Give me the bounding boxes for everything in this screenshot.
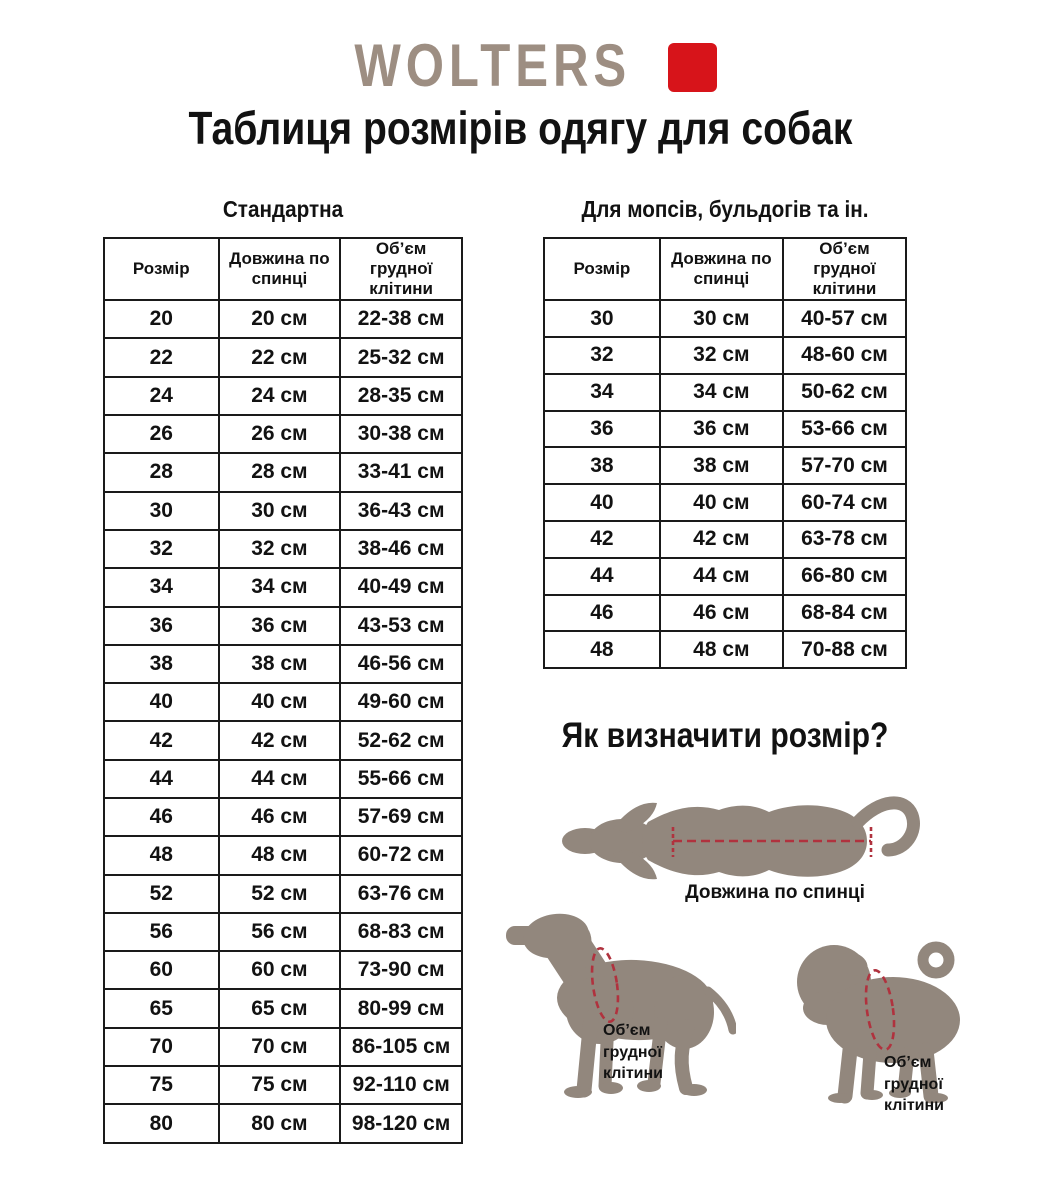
table-cell: 44 см — [219, 760, 341, 798]
table-cell: 92-110 см — [340, 1066, 462, 1104]
table-cell: 56 см — [219, 913, 341, 951]
table-cell: 30-38 см — [340, 415, 462, 453]
table-cell: 40 — [544, 484, 660, 521]
table-cell: 80-99 см — [340, 989, 462, 1027]
table-cell: 55-66 см — [340, 760, 462, 798]
table-row — [104, 645, 462, 683]
table-cell: 57-70 см — [783, 447, 906, 484]
table-row — [104, 836, 462, 874]
table-cell: 57-69 см — [340, 798, 462, 836]
table-cell: 26 — [104, 415, 219, 453]
table-row — [544, 411, 906, 448]
table-cell: 30 — [104, 492, 219, 530]
back-length-label: Довжина по спинці — [685, 882, 865, 903]
table-cell: 32 см — [660, 337, 783, 374]
table-cell: 36 см — [660, 411, 783, 448]
table-cell: 40 — [104, 683, 219, 721]
table-cell: 46-56 см — [340, 645, 462, 683]
table-row — [104, 721, 462, 759]
table-cell: 20 см — [219, 300, 341, 338]
table-row — [104, 1028, 462, 1066]
table-cell: 63-76 см — [340, 875, 462, 913]
table-cell: 32 см — [219, 530, 341, 568]
table-cell: 22-38 см — [340, 300, 462, 338]
brand-logo — [0, 32, 1041, 99]
table-cell: 86-105 см — [340, 1028, 462, 1066]
table-row — [104, 798, 462, 836]
column-header: Довжина по спинці — [660, 238, 783, 300]
table-cell: 50-62 см — [783, 374, 906, 411]
table-cell: 53-66 см — [783, 411, 906, 448]
table-header-row — [544, 238, 906, 300]
table-cell: 24 — [104, 377, 219, 415]
table-cell: 48 — [104, 836, 219, 874]
table-cell: 60 — [104, 951, 219, 989]
table-cell: 48-60 см — [783, 337, 906, 374]
table-cell: 38-46 см — [340, 530, 462, 568]
table-cell: 42 см — [219, 721, 341, 759]
table-row — [104, 300, 462, 338]
table-cell: 75 — [104, 1066, 219, 1104]
column-header: Об’єм грудної клітини — [783, 238, 906, 300]
table-cell: 28 см — [219, 453, 341, 491]
table-cell: 46 — [544, 595, 660, 632]
table-cell: 98-120 см — [340, 1104, 462, 1142]
table-cell: 38 — [104, 645, 219, 683]
table-cell: 46 — [104, 798, 219, 836]
table-cell: 36 — [544, 411, 660, 448]
table-cell: 38 см — [660, 447, 783, 484]
size-table-pugs — [543, 237, 907, 669]
table-cell: 60-72 см — [340, 836, 462, 874]
table-cell: 34 см — [660, 374, 783, 411]
table-cell: 46 см — [660, 595, 783, 632]
top-view-dog-illustration — [553, 770, 931, 892]
table-cell: 43-53 см — [340, 607, 462, 645]
table-cell: 30 см — [660, 300, 783, 337]
standard-table-caption: Стандартна — [222, 196, 344, 222]
table-row — [104, 683, 462, 721]
table-cell: 70 см — [219, 1028, 341, 1066]
table-cell: 52 см — [219, 875, 341, 913]
table-cell: 22 — [104, 338, 219, 376]
chest-girth-label: Об’єм грудної клітини — [603, 1022, 663, 1083]
curled-tail — [923, 947, 949, 973]
table-row — [104, 377, 462, 415]
table-cell: 38 — [544, 447, 660, 484]
table-cell: 60 см — [219, 951, 341, 989]
table-row — [104, 530, 462, 568]
table-cell: 46 см — [219, 798, 341, 836]
table-row — [104, 415, 462, 453]
table-cell: 44 — [104, 760, 219, 798]
table-cell: 34 см — [219, 568, 341, 606]
table-cell: 36-43 см — [340, 492, 462, 530]
table-cell: 52-62 см — [340, 721, 462, 759]
table-row — [104, 913, 462, 951]
table-row — [544, 558, 906, 595]
table-row — [544, 337, 906, 374]
table-row — [104, 568, 462, 606]
brand-red-square-icon — [668, 43, 717, 92]
table-cell: 65 — [104, 989, 219, 1027]
pugs-table-caption: Для мопсів, бульдогів та ін. — [581, 196, 869, 222]
column-header: Розмір — [544, 238, 660, 300]
table-cell: 40-57 см — [783, 300, 906, 337]
table-cell: 63-78 см — [783, 521, 906, 558]
table-row — [544, 631, 906, 668]
guide-title: Як визначити розмір? — [561, 716, 889, 755]
table-row — [104, 951, 462, 989]
size-table-standard — [103, 237, 463, 1144]
table-cell: 80 см — [219, 1104, 341, 1142]
table-cell: 65 см — [219, 989, 341, 1027]
chest-girth-label: Об’єм грудної клітини — [884, 1054, 944, 1115]
table-cell: 73-90 см — [340, 951, 462, 989]
table-cell: 70 — [104, 1028, 219, 1066]
table-row — [544, 447, 906, 484]
table-cell: 56 — [104, 913, 219, 951]
table-cell: 20 — [104, 300, 219, 338]
table-cell: 30 см — [219, 492, 341, 530]
table-row — [544, 484, 906, 521]
table-cell: 22 см — [219, 338, 341, 376]
table-cell: 49-60 см — [340, 683, 462, 721]
table-cell: 28 — [104, 453, 219, 491]
page-title: Таблиця розмірів одягу для собак — [188, 102, 853, 154]
table-row — [104, 989, 462, 1027]
table-cell: 25-32 см — [340, 338, 462, 376]
table-cell: 44 — [544, 558, 660, 595]
table-row — [544, 374, 906, 411]
table-cell: 40 см — [219, 683, 341, 721]
table-cell: 48 см — [660, 631, 783, 668]
table-cell: 75 см — [219, 1066, 341, 1104]
table-cell: 26 см — [219, 415, 341, 453]
table-cell: 32 — [544, 337, 660, 374]
table-cell: 40 см — [660, 484, 783, 521]
table-row — [104, 875, 462, 913]
table-cell: 32 — [104, 530, 219, 568]
table-cell: 42 см — [660, 521, 783, 558]
table-cell: 70-88 см — [783, 631, 906, 668]
table-row — [544, 300, 906, 337]
table-cell: 36 см — [219, 607, 341, 645]
table-cell: 68-83 см — [340, 913, 462, 951]
table-row — [104, 760, 462, 798]
table-cell: 34 — [104, 568, 219, 606]
table-cell: 28-35 см — [340, 377, 462, 415]
table-row — [544, 595, 906, 632]
table-row — [544, 521, 906, 558]
table-cell: 80 — [104, 1104, 219, 1142]
table-cell: 68-84 см — [783, 595, 906, 632]
table-cell: 42 — [104, 721, 219, 759]
table-cell: 36 — [104, 607, 219, 645]
table-cell: 44 см — [660, 558, 783, 595]
table-header-row — [104, 238, 462, 300]
table-cell: 66-80 см — [783, 558, 906, 595]
table-cell: 48 см — [219, 836, 341, 874]
table-cell: 52 — [104, 875, 219, 913]
table-row — [104, 453, 462, 491]
table-row — [104, 1104, 462, 1142]
table-cell: 34 — [544, 374, 660, 411]
column-header: Розмір — [104, 238, 219, 300]
table-row — [104, 607, 462, 645]
table-cell: 42 — [544, 521, 660, 558]
table-cell: 38 см — [219, 645, 341, 683]
column-header: Об’єм грудної клітини — [340, 238, 462, 300]
table-cell: 40-49 см — [340, 568, 462, 606]
column-header: Довжина по спинці — [219, 238, 341, 300]
table-row — [104, 338, 462, 376]
table-row — [104, 492, 462, 530]
table-cell: 60-74 см — [783, 484, 906, 521]
table-cell: 33-41 см — [340, 453, 462, 491]
table-cell: 48 — [544, 631, 660, 668]
brand-logo-text: WOLTERS — [354, 32, 632, 99]
table-cell: 30 — [544, 300, 660, 337]
table-cell: 24 см — [219, 377, 341, 415]
table-row — [104, 1066, 462, 1104]
